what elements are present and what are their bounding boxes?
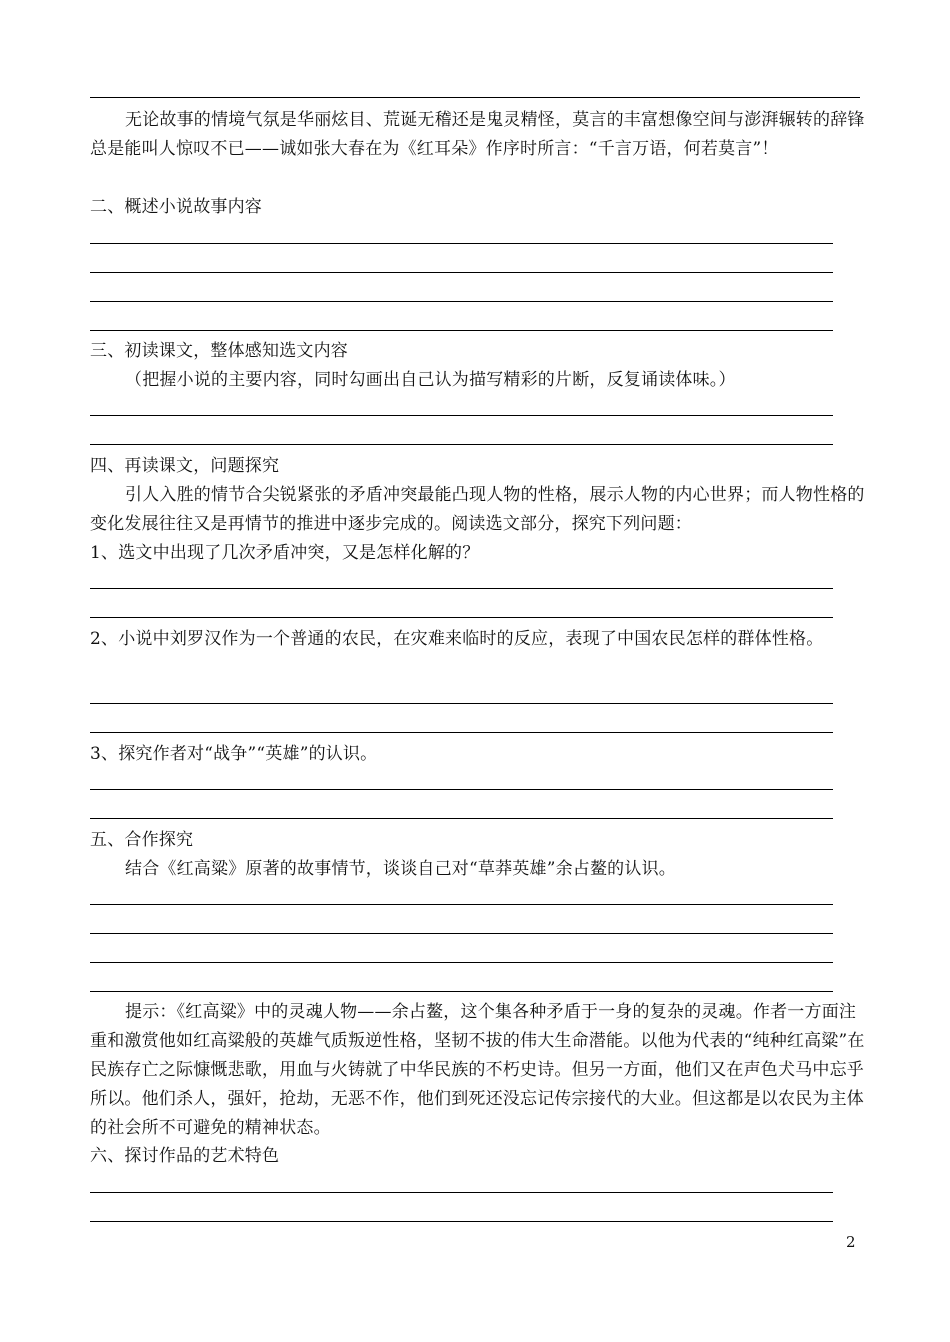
answer-line (90, 732, 833, 733)
section-3-note: （把握小说的主要内容，同时勾画出自己认为描写精彩的片断，反复诵读体味。） (125, 370, 736, 390)
answer-line (90, 243, 833, 244)
answer-line (90, 1221, 833, 1222)
question-2: 2、小说中刘罗汉作为一个普通的农民，在灾难来临时的反应，表现了中国农民怎样的群体性格。 (90, 629, 824, 649)
section-2-title: 二、概述小说故事内容 (90, 197, 262, 217)
intro-paragraph: 无论故事的情境气氛是华丽炫目、荒诞无稽还是鬼灵精怪，莫言的丰富想像空间与澎湃辗转的辞锋总是能叫人惊叹不已——诚如张大春在为《红耳朵》作序时所言：“千言万语，何若莫言”！ (90, 110, 865, 159)
answer-line (90, 962, 833, 963)
section-4-title: 四、再读课文，问题探究 (90, 456, 280, 476)
section-6-title: 六、探讨作品的艺术特色 (90, 1146, 280, 1166)
answer-line (90, 301, 833, 302)
answer-line (90, 703, 833, 704)
section-3-title: 三、初读课文，整体感知选文内容 (90, 341, 348, 361)
answer-line (90, 789, 833, 790)
answer-line (90, 330, 833, 331)
header-rule (90, 97, 860, 98)
answer-line (90, 272, 833, 273)
answer-line (90, 415, 833, 416)
section-5-title: 五、合作探究 (90, 830, 194, 850)
answer-line (90, 933, 833, 934)
question-1: 1、选文中出现了几次矛盾冲突，又是怎样化解的？ (90, 543, 480, 563)
page-number: 2 (846, 1233, 856, 1251)
question-3: 3、探究作者对“战争”“英雄”的认识。 (90, 744, 378, 764)
answer-line (90, 617, 833, 618)
hint-paragraph: 提示：《红高粱》中的灵魂人物——余占鳌，这个集各种矛盾于一身的复杂的灵魂。作者一方面注重和激赏他如红高粱般的英雄气质叛逆性格，坚韧不拔的伟大生命潜能。以他为代表的“纯种红高粱”在民族存亡之际慷慨悲歌，用血与火铸就了中华民族的不朽史诗。但另一方面，他们又在声色犬马中忘乎所以。他们杀人，强奸，抢劫，无恶不作，他们到死还没忘记传宗接代的大业。但这都是以农民为主体的社会所不可避免的精神状态。 (90, 1002, 865, 1138)
section-5-prompt: 结合《红高粱》原著的故事情节，谈谈自己对“草莽英雄”余占鳌的认识。 (125, 859, 676, 879)
answer-line (90, 904, 833, 905)
answer-line (90, 444, 833, 445)
answer-line (90, 818, 833, 819)
answer-line (90, 1192, 833, 1193)
answer-line (90, 991, 833, 992)
section-4-intro: 引人入胜的情节合尖锐紧张的矛盾冲突最能凸现人物的性格，展示人物的内心世界；而人物性格的变化发展往往又是再情节的推进中逐步完成的。阅读选文部分，探究下列问题： (90, 485, 865, 534)
answer-line (90, 588, 833, 589)
